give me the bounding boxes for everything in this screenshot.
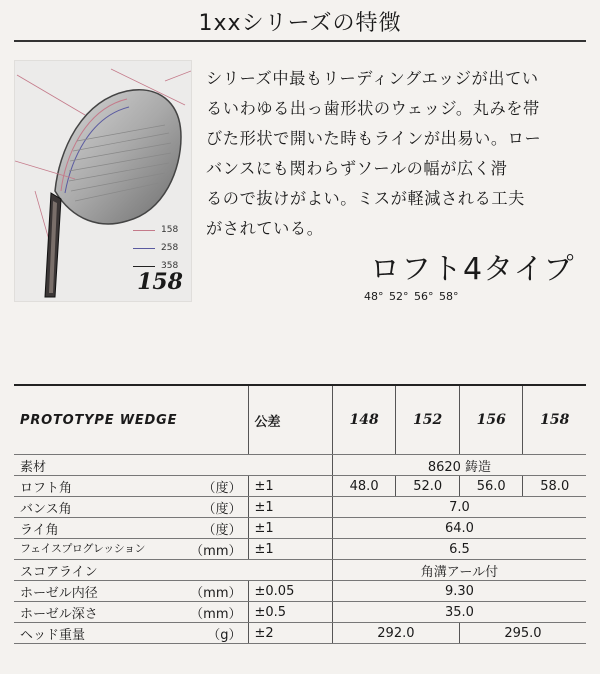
spec-row-value: 64.0 [332,518,586,539]
description-line: びた形状で開いた時もラインが出易い。ロー [206,129,542,148]
spec-row-hosel-bore [14,581,586,602]
spec-row-name [14,497,248,518]
legend-label: 358 [161,261,179,271]
spec-row-unit: （度） [202,522,242,538]
legend-swatch [133,230,155,231]
spec-row-unit: （度） [202,501,242,517]
spec-row-unit: （度） [202,480,242,496]
spec-row-unit: （mm） [190,585,242,601]
legend-item [133,239,178,257]
spec-row-name [14,476,248,497]
spec-row-name [14,623,248,644]
spec-row-value: 7.0 [332,497,586,518]
spec-row-value: 295.0 [459,623,586,644]
spec-row-tolerance: ±1 [248,539,332,560]
wedge-image-panel [14,60,192,302]
spec-row-unit: （mm） [190,606,242,622]
spec-header-label: PROTOTYPE WEDGE [14,385,248,455]
spec-row-tolerance: ±0.5 [248,602,332,623]
legend-label: 258 [161,243,179,253]
spec-row-name-text: ヘッド重量 [20,627,86,643]
legend-label: 158 [161,225,179,235]
spec-row-tolerance: ±2 [248,623,332,644]
spec-row-value: 52.0 [396,476,460,497]
page-title: 1xxシリーズの特徴 [198,11,402,36]
description-line: シリーズ中最もリーディングエッジが出てい [206,69,539,88]
spec-row-name [14,539,248,560]
description-line: るので抜けがよい。ミスが軽減される工夫 [206,189,525,208]
spec-header-model: 158 [523,385,586,455]
spec-header-model: 152 [396,385,460,455]
spec-row-value: 56.0 [459,476,523,497]
spec-row-name [14,581,248,602]
spec-row-value: 48.0 [332,476,396,497]
spec-row-name-text: フェイスプログレッション [20,541,146,555]
wedge-legend [133,221,178,275]
spec-row-lie [14,518,586,539]
spec-row-tolerance: ±1 [248,476,332,497]
spec-row-name [14,560,332,581]
spec-row-value: 292.0 [332,623,459,644]
spec-header-model: 148 [332,385,396,455]
spec-row-tolerance: ±1 [248,497,332,518]
spec-row-name-text: ロフト角 [20,480,73,496]
spec-row-tolerance: ±0.05 [248,581,332,602]
spec-row-unit: （g） [207,627,242,643]
legend-swatch [133,266,155,267]
spec-row-name [14,518,248,539]
spec-row-loft [14,476,586,497]
spec-row-value: 角溝アール付 [332,560,586,581]
spec-row-face-progression [14,539,586,560]
spec-row-unit: （mm） [190,543,242,559]
spec-row-name-text: ホーゼル深さ [20,606,98,622]
spec-row-value: 58.0 [523,476,586,497]
spec-row-value: 35.0 [332,602,586,623]
spec-header-tolerance: 公差 [248,385,332,455]
spec-row-name-text: スコアライン [20,564,98,580]
spec-row-scoreline [14,560,586,581]
legend-swatch [133,248,155,249]
description-line: バンスにも関わらずソールの幅が広く滑 [206,159,508,178]
loft-options: 48° 52° 56° 58° [364,290,459,303]
spec-row-value: 6.5 [332,539,586,560]
spec-row-name-text: バンス角 [20,501,72,517]
model-label: 158 [137,269,183,295]
spec-row-value: 9.30 [332,581,586,602]
loft-types-title: ロフト4タイプ [370,252,575,287]
spec-row-name-text: 素材 [20,459,47,475]
description-text [206,64,586,244]
spec-row-bounce [14,497,586,518]
spec-row-head-weight [14,623,586,644]
legend-item [133,221,178,239]
spec-header-model: 156 [459,385,523,455]
spec-row-name-text: ホーゼル内径 [20,585,98,601]
title-divider [14,40,586,42]
spec-table [14,384,586,644]
spec-row-name [14,602,248,623]
description-line: がされている。 [206,219,324,238]
spec-row-name-text: ライ角 [20,522,59,538]
spec-row-name [14,455,332,476]
spec-row-hosel-depth [14,602,586,623]
spec-header-row [14,385,586,455]
spec-row-tolerance: ±1 [248,518,332,539]
spec-row-material [14,455,586,476]
spec-row-value: 8620 鋳造 [332,455,586,476]
description-line: るいわゆる出っ歯形状のウェッジ。丸みを帯 [206,99,540,118]
